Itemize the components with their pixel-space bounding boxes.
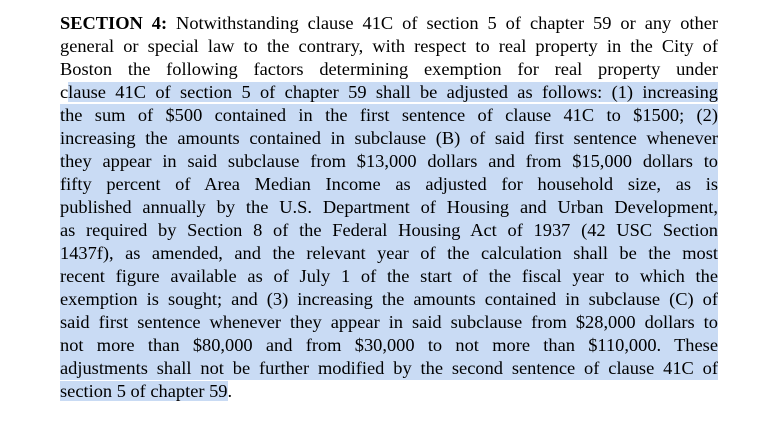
section-heading: SECTION 4:	[60, 13, 168, 33]
selected-line-13[interactable]: exemption is sought; and (3) increasing the amounts contained in subclause (C) of	[60, 289, 718, 309]
text-line-3: Boston the following factors determining exemption for real property under	[60, 59, 718, 79]
selected-line-8[interactable]: fifty percent of Area Median Income as adjusted for household size, as is	[60, 174, 718, 194]
unselected-char: c	[60, 82, 69, 102]
selected-line-15[interactable]: not more than $80,000 and from $30,000 to not more than $110,000. These	[60, 335, 718, 355]
selected-text[interactable]: lause 41C of section 5 of chapter 59 shall be adjusted as follows: (1) increasing	[68, 82, 718, 102]
text-line-1	[60, 12, 718, 35]
text-line-2: general or special law to the contrary, with respect to real property in the City of	[60, 36, 718, 56]
selected-line-7[interactable]: they appear in said subclause from $13,000 dollars and from $15,000 dollars to	[60, 151, 718, 171]
selected-text-end[interactable]: section 5 of chapter 59	[60, 381, 228, 401]
selected-line-14[interactable]: said first sentence whenever they appear in said subclause from $28,000 dollars to	[60, 312, 718, 332]
legal-document	[60, 12, 718, 403]
final-period: .	[227, 381, 233, 401]
selected-line-12[interactable]: recent figure available as of July 1 of the start of the fiscal year to which the	[60, 266, 718, 286]
text-line-4[interactable]	[60, 81, 718, 104]
selected-line-6[interactable]: increasing the amounts contained in subclause (B) of said first sentence whenever	[60, 128, 718, 148]
text-line-1-body: Notwithstanding clause 41C of section 5 of chapter 59 or any other	[167, 13, 719, 33]
selected-line-11[interactable]: 1437f), as amended, and the relevant year of the calculation shall be the most	[60, 243, 718, 263]
selected-line-16[interactable]: adjustments shall not be further modified by the second sentence of clause 41C of	[60, 358, 718, 378]
selected-line-10[interactable]: as required by Section 8 of the Federal Housing Act of 1937 (42 USC Section	[60, 220, 718, 240]
text-line-17[interactable]	[60, 380, 718, 403]
selected-line-5[interactable]: the sum of $500 contained in the first sentence of clause 41C to $1500; (2)	[60, 105, 718, 125]
selected-line-9[interactable]: published annually by the U.S. Department of Housing and Urban Development,	[60, 197, 718, 217]
